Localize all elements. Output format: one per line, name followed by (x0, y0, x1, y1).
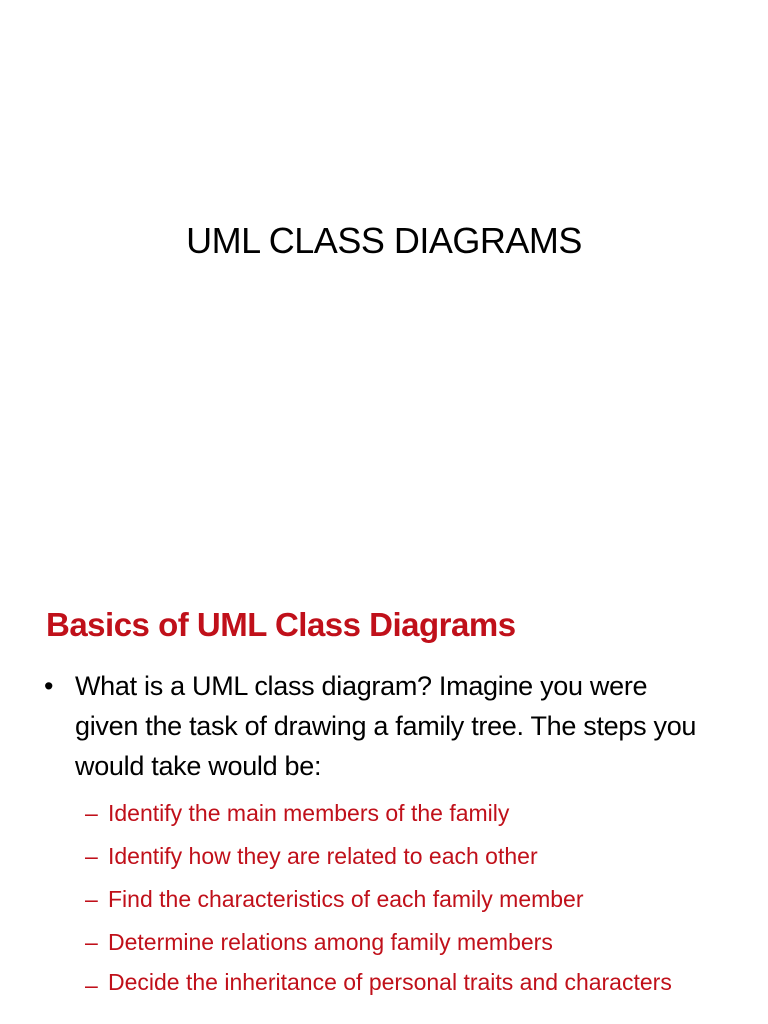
dash-icon: – (85, 972, 98, 998)
sub-bullet-text: Identify the main members of the family (108, 800, 510, 826)
sub-bullet-item (85, 792, 725, 835)
sub-bullet-item (85, 964, 725, 1000)
sub-bullet-item (85, 835, 725, 878)
dash-icon: – (85, 929, 98, 955)
bullet-text: What is a UML class diagram? Imagine you were given the task of drawing a family tree. The steps you would take would be: (75, 671, 697, 781)
sub-bullet-text: Determine relations among family members (108, 929, 553, 955)
dash-icon: – (85, 800, 98, 826)
bullet-item (44, 666, 704, 786)
sub-bullet-item (85, 921, 725, 964)
slide-heading: Basics of UML Class Diagrams (46, 606, 516, 643)
sub-bullet-text: Find the characteristics of each family member (108, 886, 584, 912)
slide-title: UML CLASS DIAGRAMS (186, 220, 582, 261)
sub-bullet-list (85, 792, 725, 1000)
sub-bullet-text: Identify how they are related to each other (108, 843, 538, 869)
dash-icon: – (85, 843, 98, 869)
sub-bullet-item (85, 878, 725, 921)
dash-icon: – (85, 886, 98, 912)
sub-bullet-text: Decide the inheritance of personal traits and characters (108, 969, 672, 995)
bullet-icon: • (44, 671, 54, 701)
